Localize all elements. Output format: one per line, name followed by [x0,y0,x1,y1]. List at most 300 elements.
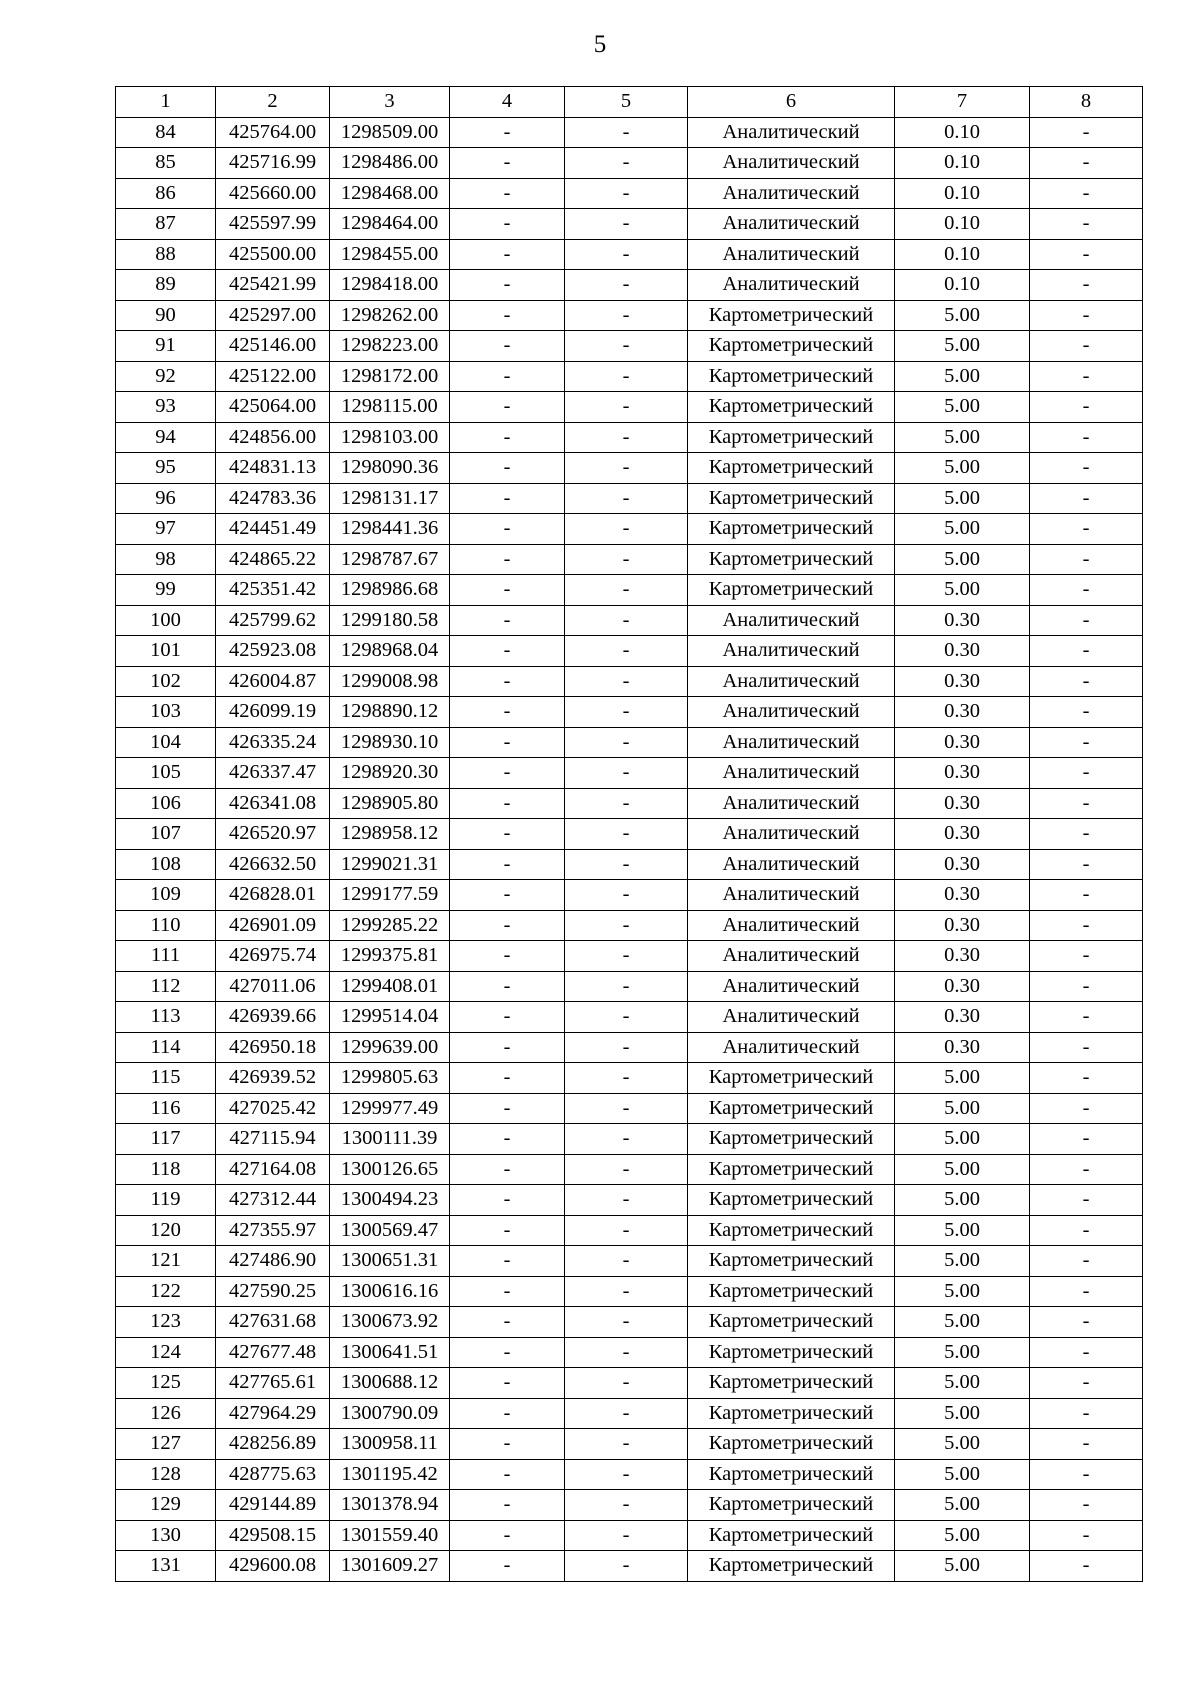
column-4-cell: - [450,849,565,880]
accuracy-cell: 5.00 [895,1337,1030,1368]
y-coordinate-cell: 1298418.00 [330,270,450,301]
y-coordinate-cell: 1300651.31 [330,1246,450,1277]
x-coordinate-cell: 424783.36 [216,483,330,514]
accuracy-cell: 5.00 [895,483,1030,514]
column-4-cell: - [450,1551,565,1582]
header-cell: 8 [1030,87,1143,118]
accuracy-cell: 0.10 [895,117,1030,148]
y-coordinate-cell: 1298468.00 [330,178,450,209]
column-4-cell: - [450,1398,565,1429]
x-coordinate-cell: 429508.15 [216,1520,330,1551]
method-cell: Картометрический [688,1185,895,1216]
column-4-cell: - [450,1429,565,1460]
point-number-cell: 95 [116,453,216,484]
column-4-cell: - [450,361,565,392]
table-row [116,697,1143,728]
point-number-cell: 131 [116,1551,216,1582]
method-cell: Аналитический [688,910,895,941]
accuracy-cell: 5.00 [895,1246,1030,1277]
point-number-cell: 85 [116,148,216,179]
y-coordinate-cell: 1300790.09 [330,1398,450,1429]
y-coordinate-cell: 1301378.94 [330,1490,450,1521]
column-4-cell: - [450,1246,565,1277]
y-coordinate-cell: 1300616.16 [330,1276,450,1307]
accuracy-cell: 5.00 [895,422,1030,453]
accuracy-cell: 5.00 [895,1520,1030,1551]
column-8-cell: - [1030,1276,1143,1307]
table-row [116,392,1143,423]
column-5-cell: - [565,1551,688,1582]
table-row [116,544,1143,575]
column-8-cell: - [1030,575,1143,606]
accuracy-cell: 0.30 [895,941,1030,972]
table-row [116,941,1143,972]
header-cell: 4 [450,87,565,118]
column-8-cell: - [1030,941,1143,972]
accuracy-cell: 5.00 [895,1551,1030,1582]
point-number-cell: 105 [116,758,216,789]
method-cell: Аналитический [688,727,895,758]
accuracy-cell: 5.00 [895,1093,1030,1124]
x-coordinate-cell: 426828.01 [216,880,330,911]
method-cell: Аналитический [688,178,895,209]
table-row [116,514,1143,545]
column-8-cell: - [1030,331,1143,362]
column-4-cell: - [450,117,565,148]
method-cell: Картометрический [688,1063,895,1094]
point-number-cell: 122 [116,1276,216,1307]
column-5-cell: - [565,727,688,758]
column-5-cell: - [565,697,688,728]
column-5-cell: - [565,544,688,575]
point-number-cell: 91 [116,331,216,362]
table-row [116,1398,1143,1429]
column-8-cell: - [1030,392,1143,423]
y-coordinate-cell: 1299285.22 [330,910,450,941]
x-coordinate-cell: 426939.66 [216,1002,330,1033]
point-number-cell: 93 [116,392,216,423]
method-cell: Аналитический [688,819,895,850]
column-8-cell: - [1030,1429,1143,1460]
column-8-cell: - [1030,514,1143,545]
x-coordinate-cell: 427025.42 [216,1093,330,1124]
method-cell: Картометрический [688,1520,895,1551]
column-5-cell: - [565,636,688,667]
column-5-cell: - [565,880,688,911]
column-4-cell: - [450,1185,565,1216]
accuracy-cell: 0.30 [895,971,1030,1002]
method-cell: Картометрический [688,392,895,423]
column-8-cell: - [1030,819,1143,850]
accuracy-cell: 5.00 [895,1276,1030,1307]
column-8-cell: - [1030,1551,1143,1582]
column-8-cell: - [1030,300,1143,331]
table-row [116,575,1143,606]
table-row [116,1551,1143,1582]
method-cell: Аналитический [688,880,895,911]
accuracy-cell: 5.00 [895,1398,1030,1429]
column-5-cell: - [565,270,688,301]
method-cell: Картометрический [688,575,895,606]
table-row [116,148,1143,179]
column-8-cell: - [1030,1490,1143,1521]
method-cell: Аналитический [688,270,895,301]
column-8-cell: - [1030,880,1143,911]
column-4-cell: - [450,605,565,636]
method-cell: Аналитический [688,148,895,179]
method-cell: Картометрический [688,1490,895,1521]
x-coordinate-cell: 427115.94 [216,1124,330,1155]
accuracy-cell: 5.00 [895,453,1030,484]
x-coordinate-cell: 424865.22 [216,544,330,575]
method-cell: Картометрический [688,1398,895,1429]
accuracy-cell: 5.00 [895,1307,1030,1338]
column-4-cell: - [450,1459,565,1490]
point-number-cell: 106 [116,788,216,819]
x-coordinate-cell: 425799.62 [216,605,330,636]
method-cell: Аналитический [688,117,895,148]
column-5-cell: - [565,575,688,606]
column-5-cell: - [565,605,688,636]
column-8-cell: - [1030,1002,1143,1033]
point-number-cell: 92 [116,361,216,392]
table-row [116,636,1143,667]
method-cell: Картометрический [688,422,895,453]
y-coordinate-cell: 1299180.58 [330,605,450,636]
accuracy-cell: 0.30 [895,1002,1030,1033]
y-coordinate-cell: 1298464.00 [330,209,450,240]
table-row [116,1429,1143,1460]
method-cell: Аналитический [688,849,895,880]
y-coordinate-cell: 1298262.00 [330,300,450,331]
y-coordinate-cell: 1298223.00 [330,331,450,362]
x-coordinate-cell: 426632.50 [216,849,330,880]
column-4-cell: - [450,1307,565,1338]
column-8-cell: - [1030,1124,1143,1155]
column-8-cell: - [1030,666,1143,697]
x-coordinate-cell: 426099.19 [216,697,330,728]
method-cell: Картометрический [688,483,895,514]
column-4-cell: - [450,758,565,789]
point-number-cell: 116 [116,1093,216,1124]
accuracy-cell: 0.30 [895,880,1030,911]
accuracy-cell: 0.10 [895,209,1030,240]
column-8-cell: - [1030,697,1143,728]
accuracy-cell: 5.00 [895,1429,1030,1460]
column-5-cell: - [565,1429,688,1460]
method-cell: Аналитический [688,666,895,697]
method-cell: Аналитический [688,1032,895,1063]
accuracy-cell: 5.00 [895,575,1030,606]
column-4-cell: - [450,1276,565,1307]
column-4-cell: - [450,1154,565,1185]
y-coordinate-cell: 1298090.36 [330,453,450,484]
table-row [116,666,1143,697]
column-5-cell: - [565,514,688,545]
column-8-cell: - [1030,758,1143,789]
column-8-cell: - [1030,117,1143,148]
x-coordinate-cell: 427590.25 [216,1276,330,1307]
column-8-cell: - [1030,1398,1143,1429]
x-coordinate-cell: 426337.47 [216,758,330,789]
x-coordinate-cell: 424831.13 [216,453,330,484]
y-coordinate-cell: 1299514.04 [330,1002,450,1033]
column-8-cell: - [1030,1246,1143,1277]
column-4-cell: - [450,1124,565,1155]
column-5-cell: - [565,361,688,392]
column-5-cell: - [565,422,688,453]
x-coordinate-cell: 427164.08 [216,1154,330,1185]
column-8-cell: - [1030,1032,1143,1063]
point-number-cell: 87 [116,209,216,240]
header-cell: 1 [116,87,216,118]
point-number-cell: 129 [116,1490,216,1521]
x-coordinate-cell: 429600.08 [216,1551,330,1582]
x-coordinate-cell: 425923.08 [216,636,330,667]
method-cell: Картометрический [688,1246,895,1277]
y-coordinate-cell: 1299805.63 [330,1063,450,1094]
method-cell: Аналитический [688,239,895,270]
column-5-cell: - [565,1520,688,1551]
column-8-cell: - [1030,1215,1143,1246]
method-cell: Картометрический [688,514,895,545]
x-coordinate-cell: 426939.52 [216,1063,330,1094]
x-coordinate-cell: 429144.89 [216,1490,330,1521]
column-8-cell: - [1030,910,1143,941]
y-coordinate-cell: 1301195.42 [330,1459,450,1490]
column-8-cell: - [1030,544,1143,575]
y-coordinate-cell: 1299375.81 [330,941,450,972]
accuracy-cell: 0.10 [895,239,1030,270]
point-number-cell: 88 [116,239,216,270]
y-coordinate-cell: 1299408.01 [330,971,450,1002]
column-4-cell: - [450,1002,565,1033]
accuracy-cell: 0.30 [895,727,1030,758]
column-8-cell: - [1030,788,1143,819]
y-coordinate-cell: 1298441.36 [330,514,450,545]
column-4-cell: - [450,941,565,972]
x-coordinate-cell: 426901.09 [216,910,330,941]
table-row [116,331,1143,362]
accuracy-cell: 5.00 [895,1368,1030,1399]
point-number-cell: 112 [116,971,216,1002]
y-coordinate-cell: 1298968.04 [330,636,450,667]
point-number-cell: 110 [116,910,216,941]
accuracy-cell: 5.00 [895,331,1030,362]
x-coordinate-cell: 425122.00 [216,361,330,392]
y-coordinate-cell: 1298986.68 [330,575,450,606]
y-coordinate-cell: 1298115.00 [330,392,450,423]
table-row [116,1093,1143,1124]
point-number-cell: 119 [116,1185,216,1216]
accuracy-cell: 0.30 [895,819,1030,850]
column-8-cell: - [1030,1520,1143,1551]
column-4-cell: - [450,300,565,331]
y-coordinate-cell: 1300688.12 [330,1368,450,1399]
table-row [116,1459,1143,1490]
table-row [116,1063,1143,1094]
point-number-cell: 84 [116,117,216,148]
point-number-cell: 125 [116,1368,216,1399]
point-number-cell: 128 [116,1459,216,1490]
column-4-cell: - [450,392,565,423]
column-4-cell: - [450,209,565,240]
x-coordinate-cell: 426004.87 [216,666,330,697]
column-4-cell: - [450,727,565,758]
column-8-cell: - [1030,209,1143,240]
point-number-cell: 118 [116,1154,216,1185]
table-row [116,1307,1143,1338]
column-5-cell: - [565,1215,688,1246]
column-5-cell: - [565,1093,688,1124]
table-row [116,483,1143,514]
y-coordinate-cell: 1299008.98 [330,666,450,697]
column-5-cell: - [565,1490,688,1521]
accuracy-cell: 0.30 [895,636,1030,667]
y-coordinate-cell: 1300569.47 [330,1215,450,1246]
column-8-cell: - [1030,1154,1143,1185]
y-coordinate-cell: 1298930.10 [330,727,450,758]
column-4-cell: - [450,1337,565,1368]
accuracy-cell: 5.00 [895,300,1030,331]
table-row [116,971,1143,1002]
column-8-cell: - [1030,971,1143,1002]
point-number-cell: 102 [116,666,216,697]
method-cell: Картометрический [688,1215,895,1246]
column-8-cell: - [1030,422,1143,453]
point-number-cell: 107 [116,819,216,850]
table-row [116,1185,1143,1216]
table-row [116,1520,1143,1551]
column-5-cell: - [565,1032,688,1063]
method-cell: Аналитический [688,209,895,240]
column-5-cell: - [565,788,688,819]
point-number-cell: 123 [116,1307,216,1338]
table-row [116,727,1143,758]
x-coordinate-cell: 428775.63 [216,1459,330,1490]
header-cell: 7 [895,87,1030,118]
column-5-cell: - [565,1276,688,1307]
point-number-cell: 109 [116,880,216,911]
column-4-cell: - [450,819,565,850]
column-4-cell: - [450,148,565,179]
column-5-cell: - [565,1398,688,1429]
column-8-cell: - [1030,605,1143,636]
column-8-cell: - [1030,1185,1143,1216]
accuracy-cell: 5.00 [895,1185,1030,1216]
header-cell: 3 [330,87,450,118]
method-cell: Картометрический [688,1368,895,1399]
column-5-cell: - [565,392,688,423]
point-number-cell: 113 [116,1002,216,1033]
x-coordinate-cell: 425597.99 [216,209,330,240]
table-row [116,758,1143,789]
accuracy-cell: 0.30 [895,605,1030,636]
y-coordinate-cell: 1298787.67 [330,544,450,575]
column-8-cell: - [1030,483,1143,514]
accuracy-cell: 5.00 [895,361,1030,392]
point-number-cell: 97 [116,514,216,545]
column-5-cell: - [565,483,688,514]
accuracy-cell: 0.30 [895,758,1030,789]
point-number-cell: 89 [116,270,216,301]
method-cell: Картометрический [688,1551,895,1582]
method-cell: Аналитический [688,605,895,636]
accuracy-cell: 0.10 [895,148,1030,179]
x-coordinate-cell: 425421.99 [216,270,330,301]
column-8-cell: - [1030,849,1143,880]
accuracy-cell: 0.10 [895,270,1030,301]
method-cell: Картометрический [688,300,895,331]
method-cell: Аналитический [688,636,895,667]
column-5-cell: - [565,941,688,972]
column-5-cell: - [565,300,688,331]
table-row [116,788,1143,819]
accuracy-cell: 5.00 [895,1154,1030,1185]
column-5-cell: - [565,209,688,240]
column-4-cell: - [450,1215,565,1246]
accuracy-cell: 5.00 [895,392,1030,423]
y-coordinate-cell: 1298486.00 [330,148,450,179]
column-5-cell: - [565,1307,688,1338]
y-coordinate-cell: 1300673.92 [330,1307,450,1338]
accuracy-cell: 0.30 [895,1032,1030,1063]
method-cell: Аналитический [688,941,895,972]
method-cell: Картометрический [688,1337,895,1368]
x-coordinate-cell: 425297.00 [216,300,330,331]
x-coordinate-cell: 427677.48 [216,1337,330,1368]
column-5-cell: - [565,910,688,941]
accuracy-cell: 5.00 [895,1124,1030,1155]
point-number-cell: 104 [116,727,216,758]
accuracy-cell: 5.00 [895,1459,1030,1490]
table-row [116,1246,1143,1277]
column-5-cell: - [565,1124,688,1155]
table-row [116,209,1143,240]
y-coordinate-cell: 1298958.12 [330,819,450,850]
table-row [116,605,1143,636]
point-number-cell: 99 [116,575,216,606]
column-4-cell: - [450,544,565,575]
column-8-cell: - [1030,636,1143,667]
column-4-cell: - [450,666,565,697]
point-number-cell: 117 [116,1124,216,1155]
table-row [116,1276,1143,1307]
table-row [116,1002,1143,1033]
table-row [116,910,1143,941]
column-8-cell: - [1030,148,1143,179]
accuracy-cell: 5.00 [895,514,1030,545]
column-5-cell: - [565,1459,688,1490]
table-row [116,849,1143,880]
column-5-cell: - [565,239,688,270]
method-cell: Аналитический [688,971,895,1002]
accuracy-cell: 0.10 [895,178,1030,209]
column-4-cell: - [450,514,565,545]
table-body [116,87,1143,1582]
header-cell: 5 [565,87,688,118]
column-4-cell: - [450,178,565,209]
point-number-cell: 126 [116,1398,216,1429]
point-number-cell: 121 [116,1246,216,1277]
point-number-cell: 111 [116,941,216,972]
column-5-cell: - [565,1246,688,1277]
accuracy-cell: 5.00 [895,1215,1030,1246]
column-8-cell: - [1030,453,1143,484]
column-4-cell: - [450,1063,565,1094]
method-cell: Картометрический [688,1276,895,1307]
y-coordinate-cell: 1300641.51 [330,1337,450,1368]
